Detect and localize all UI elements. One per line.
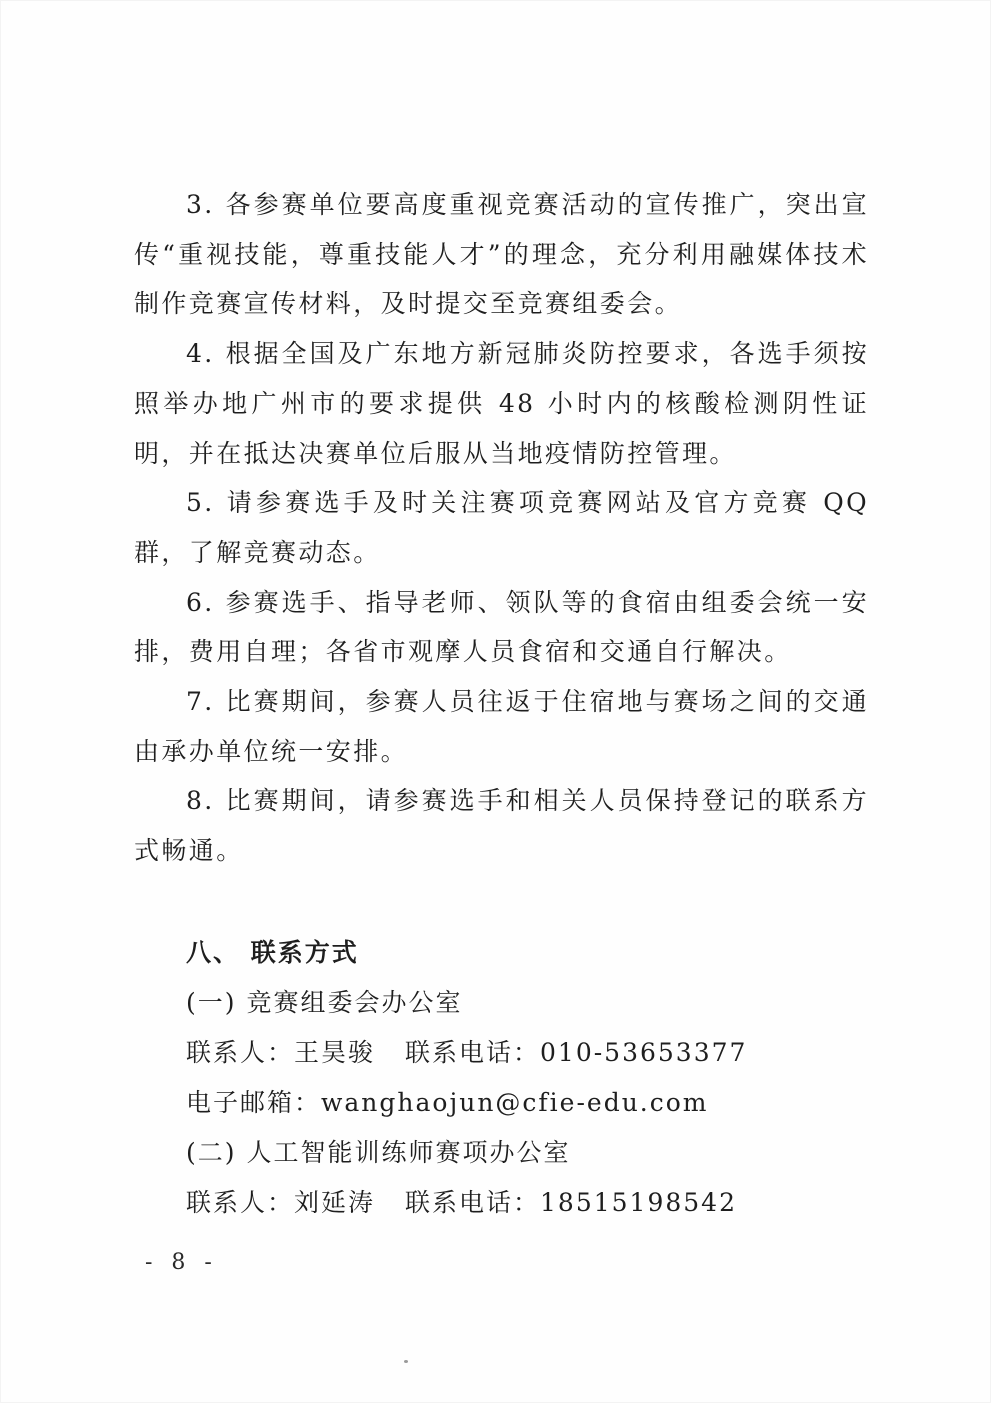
office2-contact-row — [186, 1183, 737, 1223]
office1-phone: 联系电话：010-53653377 — [405, 1038, 748, 1067]
office1-email: 电子邮箱：wanghaojun@cfie-edu.com — [186, 1088, 709, 1117]
office1-title: (一) 竞赛组委会办公室 — [186, 988, 463, 1017]
office1-contact-row — [186, 1033, 747, 1073]
office2-title: (二) 人工智能训练师赛项办公室 — [186, 1138, 571, 1167]
paragraph-6: 6. 参赛选手、指导老师、领队等的食宿由组委会统一安排，费用自理；各省市观摩人员食宿和交通自行解决。 — [134, 587, 869, 667]
scan-speck — [404, 1360, 408, 1363]
paragraph-5: 5. 请参赛选手及时关注赛项竞赛网站及官方竞赛 QQ 群，了解竞赛动态。 — [134, 488, 869, 567]
paragraph-7: 7. 比赛期间，参赛人员往返于住宿地与赛场之间的交通由承办单位统一安排。 — [134, 687, 869, 766]
notes-paragraphs — [134, 180, 869, 876]
paragraph-8: 8. 比赛期间，请参赛选手和相关人员保持登记的联系方式畅通。 — [134, 786, 869, 866]
page-number: - 8 - — [145, 1250, 218, 1275]
office2-contact-person: 联系人：刘延涛 — [186, 1188, 376, 1217]
paragraph-3: 3. 各参赛单位要高度重视竞赛活动的宣传推广，突出宣传“重视技能，尊重技能人才”的理念，充分利用融媒体技术制作竞赛宣传材料，及时提交至竞赛组委会。 — [134, 190, 869, 319]
office1-contact-person: 联系人：王昊骏 — [186, 1038, 376, 1067]
paragraph-4: 4. 根据全国及广东地方新冠肺炎防控要求，各选手须按照举办地广州市的要求提供 48 小时内的核酸检测阴性证明，并在抵达决赛单位后服从当地疫情防控管理。 — [134, 339, 869, 468]
office2-phone: 联系电话：18515198542 — [405, 1188, 737, 1217]
section-heading: 八、 联系方式 — [186, 938, 359, 967]
